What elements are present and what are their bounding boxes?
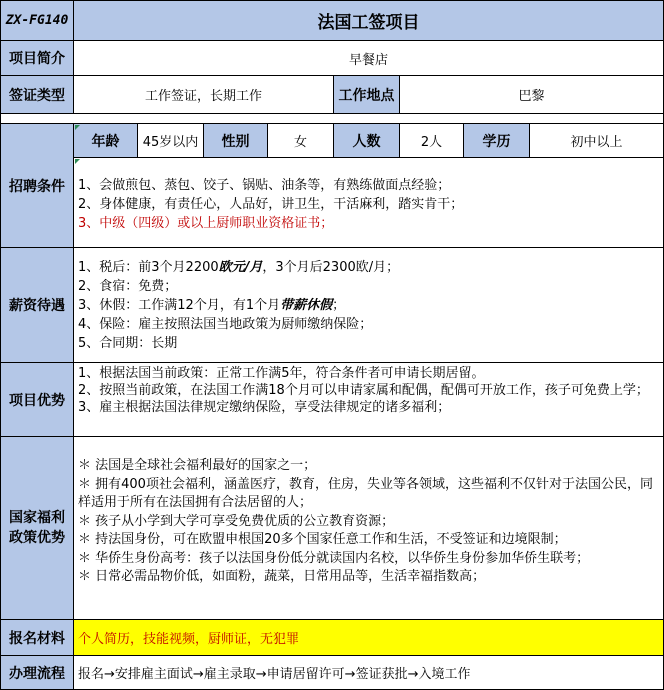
location-label [334,76,400,114]
salary-item-4: 4、保险：雇主按照法国当地政策为厨师缴纳保险； [78,317,373,332]
intro-value-text: 早餐店 [348,52,388,68]
salary-item-2: 2、食宿：免费； [78,279,178,294]
welfare-item-3: ＊ 孩子从小学到大学可享受免费优质的公立教育资源； [78,513,395,529]
visa-label [0,76,74,114]
requirement-item-1: 1、会做煎包、蒸包、饺子、锅贴、油条等，有熟练做面点经验； [78,178,451,193]
materials-label-text: 报名材料 [9,630,65,647]
welfare-item-1: ＊ 法国是全球社会福利最好的国家之一； [78,458,317,473]
gender-label [204,124,268,158]
process-label [0,656,74,690]
gender-value [268,124,334,158]
requirements-list [74,158,664,248]
salary-item-1-a: 1、税后：前3个月2200 [78,260,219,275]
advantages-label-text: 项目优势 [9,392,65,409]
count-label [334,124,400,158]
salary-label-text: 薪资待遇 [9,298,65,314]
process-label-text: 办理流程 [9,665,65,682]
requirements-label [0,124,74,248]
education-value-text: 初中以上 [570,135,623,150]
advantages-label [0,363,74,437]
advantage-item-3: 3、雇主根据法国法律规定缴纳保险，享受法律规定的诸多福利； [78,400,451,415]
education-label-text: 学历 [482,133,511,150]
page-title [74,0,664,41]
salary-item-1 [78,258,663,277]
welfare-label [0,437,74,620]
process-value [74,656,664,690]
intro-label-text: 项目简介 [9,51,65,67]
welfare-item-6: ＊ 日常必需品物价低，如面粉，蔬菜，日常用品等，生活幸福指数高； [78,569,486,584]
requirement-item-3-text: 中级（四级）或以上厨师职业资格证书； [99,216,334,231]
location-label-text: 工作地点 [338,87,395,104]
advantage-item-2: 2、按照当前政策，在法国工作满18个月可以申请家属和配偶，配偶可开放工作，孩子可免费上学； [78,383,649,398]
salary-item-5: 5、合同期：长期 [78,336,178,351]
salary-item-1-c: ，3个月后2300欧/月； [262,260,400,275]
education-value [530,124,664,158]
visa-label-text: 签证类型 [9,87,65,104]
page-title-text: 法国工签项目 [317,13,420,33]
age-value-text: 45岁以内 [142,135,199,150]
intro-label [0,41,74,76]
count-value-text: 2人 [420,135,443,150]
intro-value [74,41,664,76]
materials-value-text: 个人简历，技能视频，厨师证，无犯罪 [78,632,300,647]
comment-marker [75,159,80,164]
welfare-item-4: ＊ 持法国身份，可在欧盟申根国20多个国家任意工作和生活，不受签证和边境限制； [78,532,567,547]
requirements-label-text: 招聘条件 [9,178,65,195]
salary-item-3-a: 3、休假：工作满12个月，有1个月 [78,298,281,313]
education-label [464,124,530,158]
location-value [400,76,664,114]
project-code [0,0,74,41]
age-label-text: 年龄 [91,133,120,150]
welfare-label-line2: 政策优势 [9,530,65,546]
materials-label [0,620,74,656]
comment-marker [75,125,80,130]
location-value-text: 巴黎 [518,89,545,104]
welfare-item-2: ＊ 拥有400项社会福利，涵盖医疗，教育，住房，失业等各领域，这些福利不仅针对于法国公民，同样适用于所有在法国拥有合法居留的人； [78,476,653,510]
requirement-item-2: 2、身体健康，有责任心，人品好，讲卫生，干活麻利，踏实肯干； [78,197,464,212]
salary-item-3-c: ； [332,298,346,313]
advantage-item-1: 1、根据法国当前政策：正常工作满5年，符合条件者可申请长期居留。 [78,366,485,381]
salary-label [0,248,74,363]
materials-value [74,620,664,656]
requirement-item-3-prefix: 3、 [78,216,100,231]
salary-item-1-unit: 欧元/月 [218,260,263,275]
section-gap [0,114,664,124]
advantages-list [74,363,664,437]
salary-item-3 [78,296,663,315]
count-label-text: 人数 [352,133,381,150]
welfare-list [74,437,664,620]
visa-value-text: 工作签证，长期工作 [144,89,262,104]
visa-value [74,76,334,114]
welfare-item-5: ＊ 华侨生身份高考：孩子以法国身份低分就读国内名校，以华侨生身份参加华侨生联考； [78,550,590,566]
salary-list [74,248,664,363]
count-value [400,124,464,158]
process-value-text: 报名→安排雇主面试→雇主录取→申请居留许可→签证获批→入境工作 [78,667,471,682]
project-code-text: ZX-FG140 [5,13,69,28]
welfare-label-line1: 国家福利 [9,510,65,526]
salary-item-3-paid-leave: 带薪休假 [280,298,333,313]
gender-label-text: 性别 [221,133,250,150]
gender-value-text: 女 [293,135,307,150]
age-label [74,124,138,158]
age-value [138,124,204,158]
requirement-item-3 [78,214,663,233]
